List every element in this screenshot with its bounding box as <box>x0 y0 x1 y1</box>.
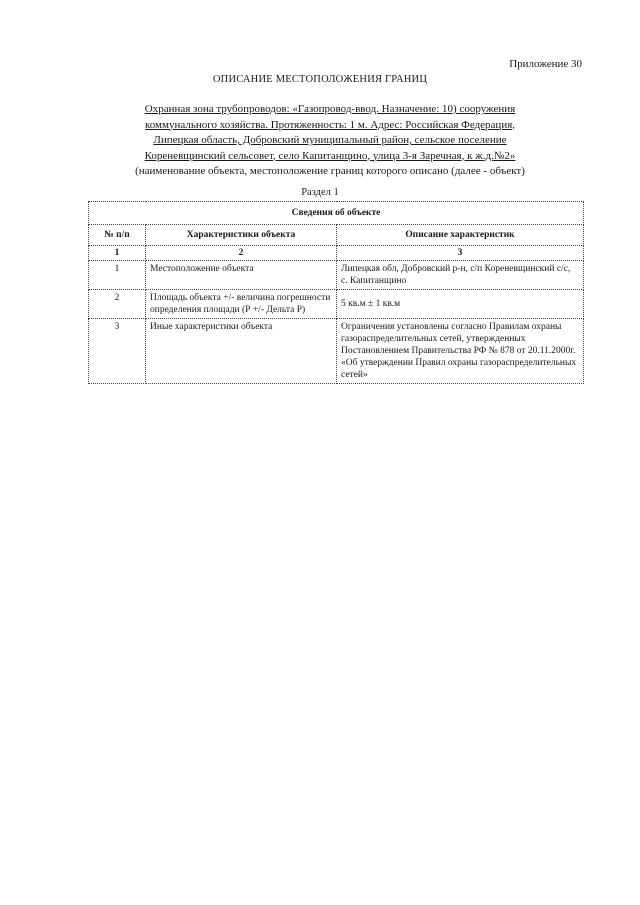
column-header-description: Описание характеристик <box>337 225 584 246</box>
object-caption: (наименование объекта, местоположение границ которого описано (далее - объект) <box>135 165 525 177</box>
appendix-label: Приложение 30 <box>509 58 582 70</box>
row-description: 5 кв.м ± 1 кв.м <box>337 290 584 319</box>
column-header-characteristic: Характеристики объекта <box>146 225 337 246</box>
table-row <box>89 290 584 319</box>
object-info-table <box>88 201 584 384</box>
object-description <box>100 102 560 180</box>
table-row <box>89 261 584 290</box>
object-description-line: коммунального хозяйства. Протяженность: 1 м. Адрес: Российская Федерация, <box>144 118 516 131</box>
row-number: 1 <box>89 261 146 290</box>
object-description-line: Кореневщинский сельсовет, село Капитанщино, улица 3-я Заречная, к ж.д.№2» <box>144 149 516 162</box>
row-description: Ограничения установлены согласно Правилам охраны газораспределительных сетей, утвержденных Постановлением Правительства РФ № 878 от 20.11.2000г. «Об утверждении Правил охраны газораспределительных сетей» <box>337 319 584 384</box>
row-number: 3 <box>89 319 146 384</box>
section-label: Раздел 1 <box>301 187 339 198</box>
document-title: ОПИСАНИЕ МЕСТОПОЛОЖЕНИЯ ГРАНИЦ <box>212 74 428 85</box>
table-row <box>89 319 584 384</box>
row-description: Липецкая обл, Добровский р-н, с/п Кореневщинский с/с, с. Капитанщино <box>337 261 584 290</box>
column-index: 2 <box>146 246 337 261</box>
row-number: 2 <box>89 290 146 319</box>
row-characteristic: Площадь объекта +/- величина погрешности определения площади (Р +/- Дельта Р) <box>146 290 337 319</box>
row-characteristic: Иные характеристики объекта <box>146 319 337 384</box>
column-header-number: № п/п <box>89 225 146 246</box>
column-index: 1 <box>89 246 146 261</box>
column-index: 3 <box>337 246 584 261</box>
table-header: Сведения об объекте <box>89 202 584 225</box>
object-description-line: Липецкая область, Добровский муниципальный район, сельское поселение <box>153 134 507 146</box>
row-characteristic: Местоположение объекта <box>146 261 337 290</box>
object-description-line: Охранная зона трубопроводов: «Газопровод-ввод. Назначение: 10) сооружения <box>144 103 516 115</box>
